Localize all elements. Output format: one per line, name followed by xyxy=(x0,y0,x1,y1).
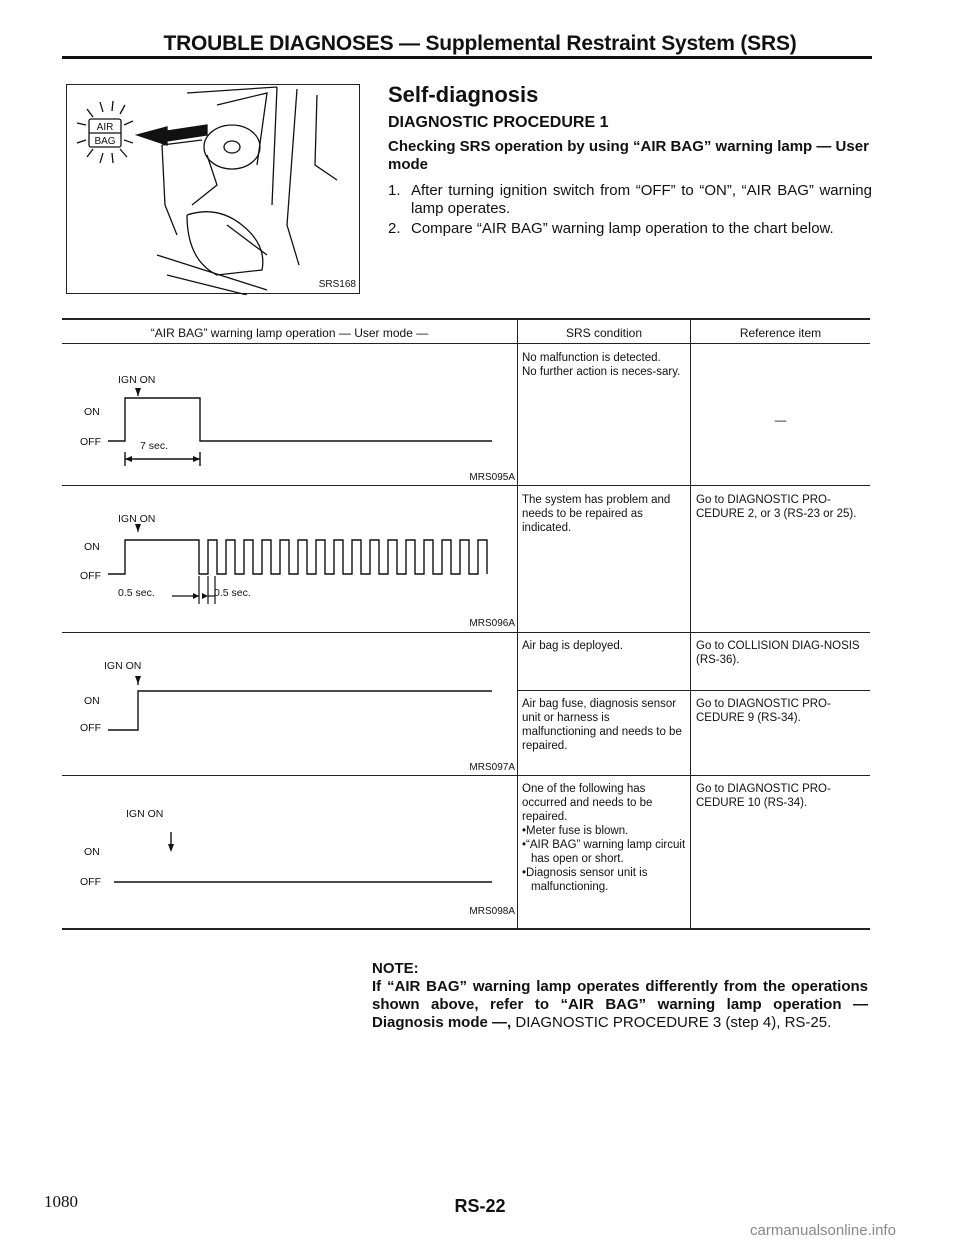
ign-on-label: IGN ON xyxy=(126,808,164,820)
diagram-code: MRS095A xyxy=(469,472,515,483)
figure-code: SRS168 xyxy=(318,279,356,290)
ign-on-label: IGN ON xyxy=(118,374,156,386)
table-bottom-rule xyxy=(62,928,870,930)
off-label: OFF xyxy=(80,722,101,734)
col-header-lamp-operation: “AIR BAG” warning lamp operation — User mode — xyxy=(150,326,429,340)
timing-label: 0.5 sec. xyxy=(118,587,155,599)
reference-cell: Go to DIAGNOSTIC PRO-CEDURE 9 (RS-34). xyxy=(696,698,831,724)
col-header-srs-condition: SRS condition xyxy=(565,326,643,340)
ign-on-label: IGN ON xyxy=(104,660,142,672)
lamp-label-air: AIR xyxy=(96,122,114,133)
note-text xyxy=(372,978,868,1032)
column-divider xyxy=(690,318,691,929)
diagram-code: MRS097A xyxy=(469,762,515,773)
step-text: After turning ignition switch from “OFF” to “ON”, “AIR BAG” warning lamp operates. xyxy=(411,182,872,217)
diagram-code: MRS096A xyxy=(469,618,515,629)
section-title: Self-diagnosis xyxy=(388,82,539,107)
srs-condition-cell: Air bag fuse, diagnosis sensor unit or harness is malfunctioning and needs to be repaired. xyxy=(522,698,682,752)
srs-condition-cell: Air bag is deployed. xyxy=(522,640,624,652)
lamp-label-bag: BAG xyxy=(94,136,116,147)
step-1 xyxy=(388,182,872,218)
condition-line: No further action is neces-sary. xyxy=(522,366,681,378)
reference-cell: — xyxy=(774,415,787,427)
off-label: OFF xyxy=(80,436,101,448)
column-divider xyxy=(517,318,518,929)
off-label: OFF xyxy=(80,570,101,582)
condition-line: No malfunction is detected. xyxy=(522,352,661,364)
on-label: ON xyxy=(84,541,100,553)
row-divider xyxy=(518,690,870,691)
reference-cell: Go to COLLISION DIAG-NOSIS (RS-36). xyxy=(696,640,860,666)
on-label: ON xyxy=(84,695,100,707)
step-text: Compare “AIR BAG” warning lamp operation to the chart below. xyxy=(411,220,834,237)
check-title: Checking SRS operation by using “AIR BAG” warning lamp — User mode xyxy=(388,138,869,173)
on-label: ON xyxy=(84,406,100,418)
table-top-rule xyxy=(62,318,870,320)
timing-label: 7 sec. xyxy=(140,440,169,452)
srs-condition-cell xyxy=(522,351,686,379)
col-header-reference-item: Reference item xyxy=(739,326,822,340)
step-number: 1. xyxy=(388,182,401,199)
airbag-lamp-figure xyxy=(66,84,360,294)
page-number: RS-22 xyxy=(454,1196,506,1216)
reference-cell: Go to DIAGNOSTIC PRO-CEDURE 10 (RS-34). xyxy=(696,783,831,809)
srs-condition-cell xyxy=(522,782,686,894)
condition-intro: One of the following has occurred and needs to be repaired. xyxy=(522,783,653,823)
list-item: • “AIR BAG” warning lamp circuit has open or short. xyxy=(522,838,686,866)
lamp-waveform-1 xyxy=(62,344,517,484)
diagram-code: MRS098A xyxy=(469,906,515,917)
condition-bullets xyxy=(522,824,686,894)
page-header-title: TROUBLE DIAGNOSES — Supplemental Restraint System (SRS) xyxy=(163,32,797,55)
header-rule xyxy=(62,56,872,59)
reference-cell: Go to DIAGNOSTIC PRO-CEDURE 2, or 3 (RS-23 or 25). xyxy=(696,494,857,520)
step-2 xyxy=(388,220,872,238)
srs-condition-cell: The system has problem and needs to be repaired as indicated. xyxy=(522,494,671,534)
lamp-waveform-3 xyxy=(62,633,517,775)
off-label: OFF xyxy=(80,876,101,888)
watermark: carmanualsonline.info xyxy=(750,1222,896,1239)
list-item: • Meter fuse is blown. xyxy=(522,824,686,838)
lamp-waveform-2 xyxy=(62,486,517,632)
document-number: 1080 xyxy=(44,1192,78,1211)
note-bold-text: If “AIR BAG” warning lamp operates differently from the operations shown above, refer to “AIR BAG” warning lamp operation — Diagnosis mode —, xyxy=(372,978,868,1031)
step-number: 2. xyxy=(388,220,401,237)
procedure-title: DIAGNOSTIC PROCEDURE 1 xyxy=(388,114,609,131)
timing-label: 0.5 sec. xyxy=(214,587,251,599)
note-plain-text: DIAGNOSTIC PROCEDURE 3 (step 4), RS-25. xyxy=(511,1014,832,1031)
on-label: ON xyxy=(84,846,100,858)
dashboard-illustration xyxy=(67,85,361,295)
list-item: • Diagnosis sensor unit is malfunctioning. xyxy=(522,866,686,894)
note-title: NOTE: xyxy=(372,960,419,977)
ign-on-label: IGN ON xyxy=(118,513,156,525)
